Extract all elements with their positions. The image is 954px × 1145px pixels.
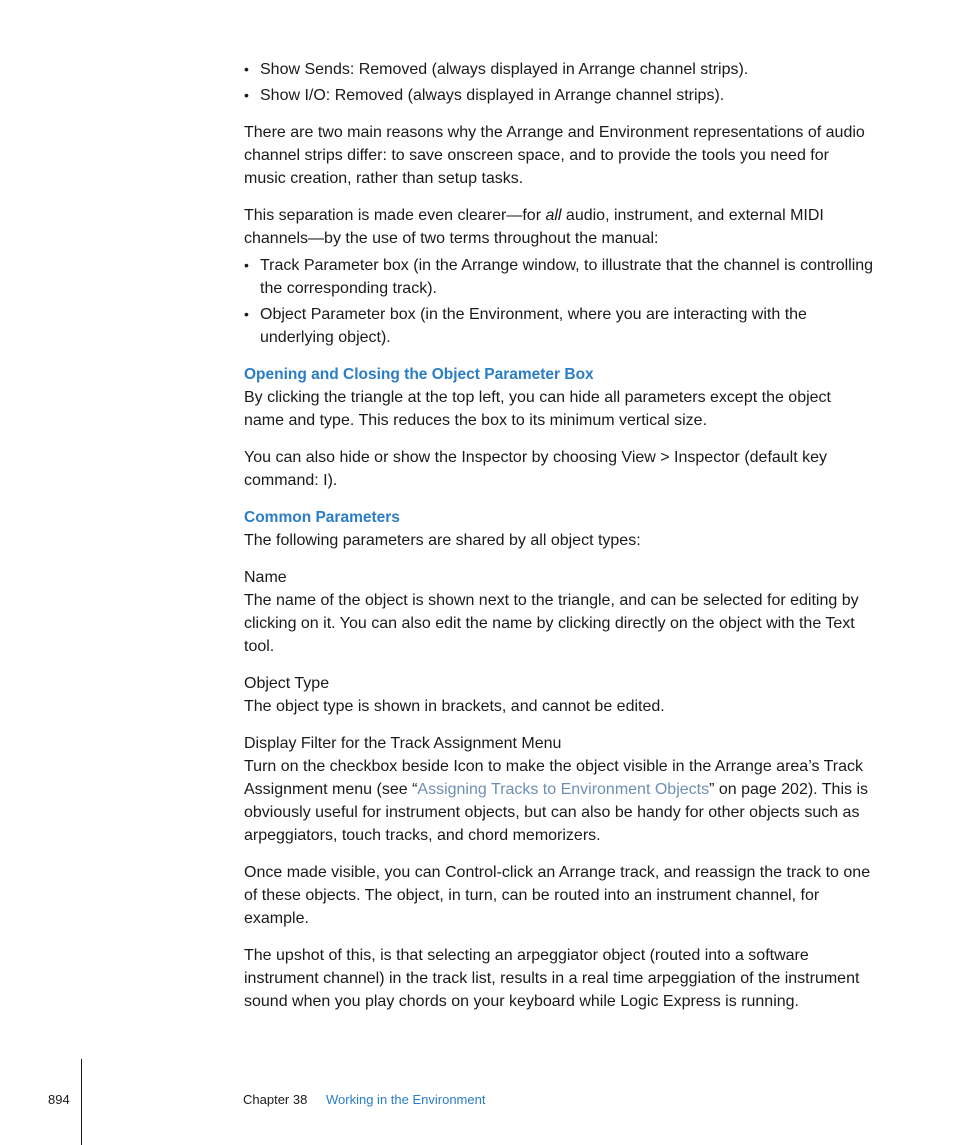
- paragraph-reasons: There are two main reasons why the Arrange and Environment representations of audio channel strips differ: to save onscreen space, and to provide the tools you need for music creation, rather than setup tasks.: [244, 124, 865, 187]
- paragraph-name: The name of the object is shown next to the triangle, and can be selected for editing by clicking on it. You can also edit the name by clicking directly on the object with the Text tool.: [244, 592, 859, 655]
- section-heading-open-close: Opening and Closing the Object Parameter Box: [244, 366, 594, 383]
- paragraph-triangle: By clicking the triangle at the top left, you can hide all parameters except the object name and type. This reduces the box to its minimum vertical size.: [244, 389, 831, 429]
- list-item: • Track Parameter box (in the Arrange window, to illustrate that the channel is controlling the corresponding track).: [244, 254, 874, 300]
- chapter-title-link[interactable]: Working in the Environment: [326, 1092, 486, 1107]
- chapter-label: Chapter 38: [243, 1092, 308, 1107]
- bullet-list-terms: [244, 254, 874, 349]
- paragraph-separation: [244, 204, 874, 250]
- page-body: [244, 58, 874, 1013]
- subheading-display-filter: Display Filter for the Track Assignment Menu: [244, 735, 562, 752]
- list-item: • Show I/O: Removed (always displayed in Arrange channel strips).: [244, 84, 874, 107]
- text-run: This separation is made even clearer—for: [244, 207, 546, 224]
- text-run: ” on page 202). This is obviously useful for instrument objects, but can also be handy for other objects such as arpeggiators, touch tracks, and chord memorizers.: [244, 781, 868, 844]
- text-run: audio, instrument, and external MIDI channels—by the use of two terms throughout the manual:: [244, 207, 824, 247]
- list-item: • Object Parameter box (in the Environment, where you are interacting with the underlying object).: [244, 303, 874, 349]
- paragraph-display-filter: [244, 755, 874, 847]
- paragraph-control-click: Once made visible, you can Control-click an Arrange track, and reassign the track to one of these objects. The object, in turn, can be routed into an instrument channel, for example.: [244, 864, 871, 927]
- paragraph-inspector: You can also hide or show the Inspector by choosing View > Inspector (default key command: I).: [244, 449, 828, 489]
- text-run: Turn on the checkbox beside Icon to make the object visible in the Arrange area’s Track Assignment menu (see “: [244, 758, 864, 798]
- list-item: • Show Sends: Removed (always displayed in Arrange channel strips).: [244, 58, 874, 81]
- bullet-list-channel-strip: [244, 58, 874, 107]
- cross-reference-link[interactable]: Assigning Tracks to Environment Objects: [417, 781, 710, 798]
- subheading-name: Name: [244, 569, 287, 586]
- emphasis-all: all: [545, 207, 562, 224]
- paragraph-object-type: The object type is shown in brackets, and cannot be edited.: [244, 698, 665, 715]
- section-heading-common-parameters: Common Parameters: [244, 509, 400, 526]
- paragraph-shared: The following parameters are shared by all object types:: [244, 532, 641, 549]
- subheading-object-type: Object Type: [244, 675, 330, 692]
- page-footer: [0, 1088, 954, 1108]
- paragraph-upshot: The upshot of this, is that selecting an arpeggiator object (routed into a software instrument channel) in the track list, results in a real time arpeggiation of the instrument sound when you play chords on your keyboard while Logic Express is running.: [244, 947, 860, 1010]
- page-number: 894: [48, 1092, 70, 1107]
